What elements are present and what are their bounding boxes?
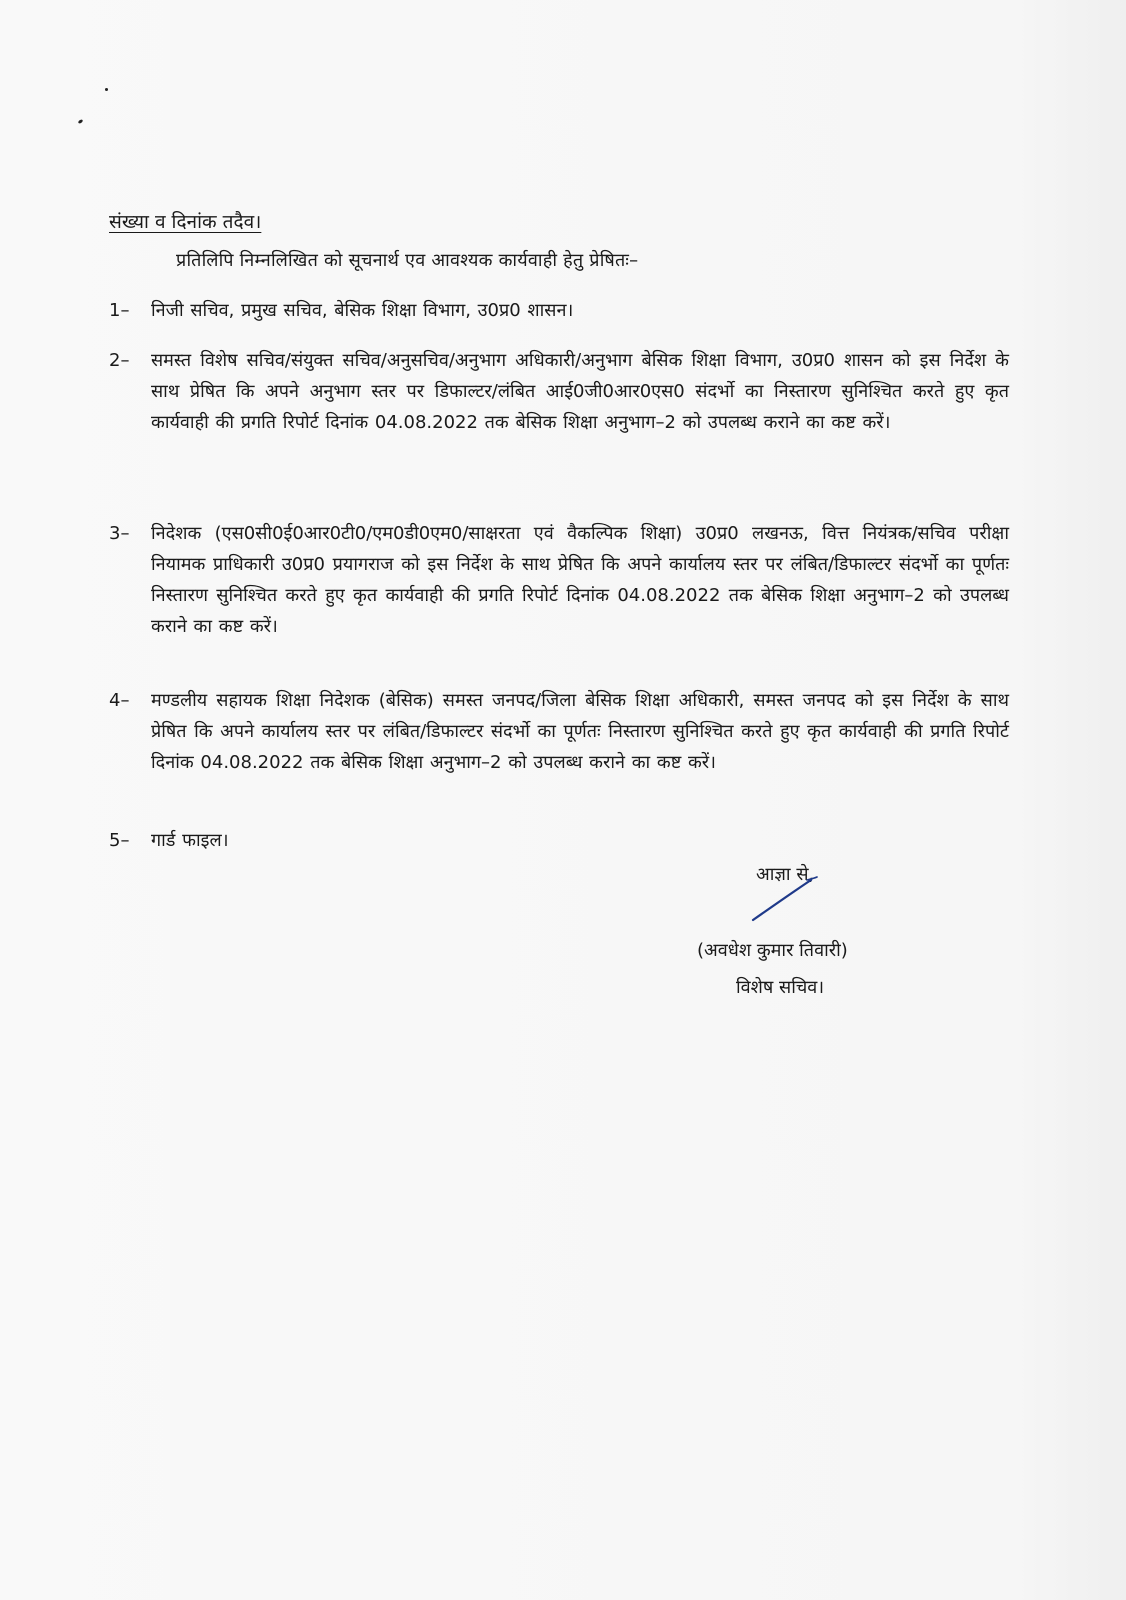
recipient-item-3 (109, 518, 1009, 642)
recipient-item-1 (109, 295, 1009, 326)
recipient-number: 2– (109, 350, 130, 371)
recipient-text: निदेशक (एस0सी0ई0आर0टी0/एम0डी0एम0/साक्षरता एवं वैकल्पिक शिक्षा) उ0प्र0 लखनऊ, वित्त नियंत्रक/सचिव परीक्षा नियामक प्राधिकारी उ0प्र0 प्रयागराज को इस निर्देश के साथ प्रेषित कि अपने कार्यालय स्तर पर लंबित/डिफाल्टर संदर्भो का पूर्णतः निस्तारण सुनिश्चित करते हुए कृत कार्यवाही की प्रगति रिपोर्ट दिनांक 04.08.2022 तक बेसिक शिक्षा अनुभाग–2 को उपलब्ध कराने का कष्ट करें। (151, 523, 1009, 637)
order-line: आज्ञा से, (756, 864, 815, 885)
recipient-text: मण्डलीय सहायक शिक्षा निदेशक (बेसिक) समस्त जनपद/जिला बेसिक शिक्षा अधिकारी, समस्त जनपद को इस निर्देश के साथ प्रेषित कि अपने कार्यालय स्तर पर लंबित/डिफाल्टर संदर्भो का पूर्णतः निस्तारण सुनिश्चित करते हुए कृत कार्यवाही की प्रगति रिपोर्ट दिनांक 04.08.2022 तक बेसिक शिक्षा अनुभाग–2 को उपलब्ध कराने का कष्ट करें। (151, 690, 1009, 773)
signature-stroke-icon (745, 876, 825, 926)
recipient-number: 5– (109, 830, 130, 851)
signatory-designation: विशेष सचिव। (736, 977, 825, 998)
copy-intro-line: प्रतिलिपि निम्नलिखित को सूचनार्थ एव आवश्यक कार्यवाही हेतु प्रेषितः– (176, 250, 639, 271)
recipient-number: 4– (109, 690, 130, 711)
recipient-item-4 (109, 685, 1009, 778)
recipient-text: निजी सचिव, प्रमुख सचिव, बेसिक शिक्षा विभाग, उ0प्र0 शासन। (151, 300, 574, 321)
scan-speck (78, 119, 84, 124)
recipient-number: 3– (109, 523, 130, 544)
recipient-text: गार्ड फाइल। (151, 830, 229, 851)
recipient-number: 1– (109, 300, 130, 321)
reference-heading: संख्या व दिनांक तदैव। (109, 211, 262, 233)
signatory-name: (अवधेश कुमार तिवारी) (697, 940, 848, 961)
recipient-item-2 (109, 345, 1009, 438)
recipient-text: समस्त विशेष सचिव/संयुक्त सचिव/अनुसचिव/अनुभाग अधिकारी/अनुभाग बेसिक शिक्षा विभाग, उ0प्र0 शासन को इस निर्देश के साथ प्रेषित कि अपने अनुभाग स्तर पर डिफाल्टर/लंबित आई0जी0आर0एस0 संदर्भो का निस्तारण सुनिश्चित करते हुए कृत कार्यवाही की प्रगति रिपोर्ट दिनांक 04.08.2022 तक बेसिक शिक्षा अनुभाग–2 को उपलब्ध कराने का कष्ट करें। (151, 350, 1009, 433)
scan-speck (105, 88, 108, 91)
recipient-item-5 (109, 825, 1009, 856)
